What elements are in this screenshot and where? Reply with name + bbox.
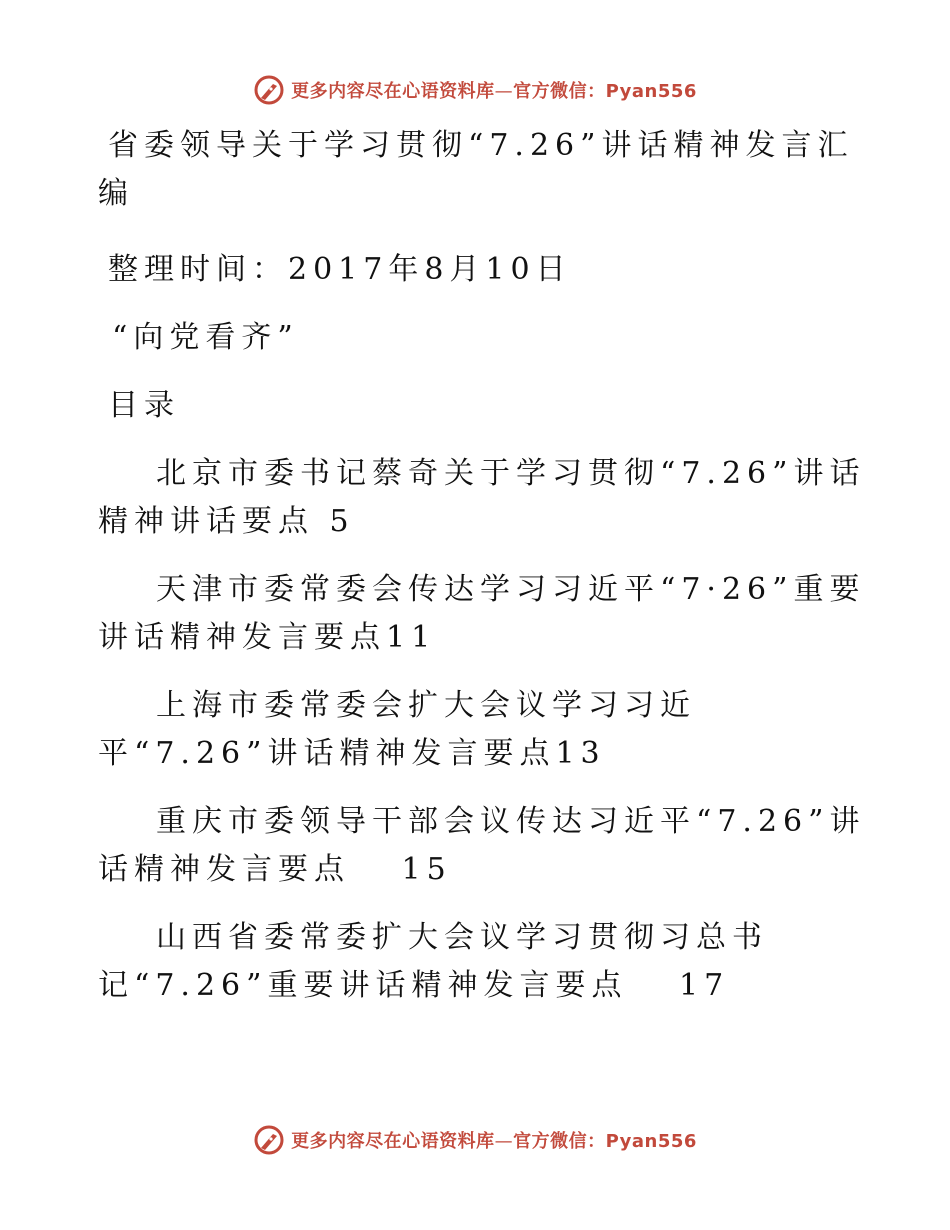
toc-entry-line: 重庆市委领导干部会议传达习近平“7.26”讲 (156, 804, 866, 839)
document-title (98, 122, 858, 218)
watermark-text: 更多内容尽在心语资料库—官方微信：Pyan556 (291, 1131, 697, 1152)
pen-logo-icon (253, 74, 285, 106)
slogan: “向党看齐” (112, 320, 299, 355)
toc-entry-line: 山西省委常委扩大会议学习贯彻习总书 (156, 920, 768, 955)
watermark-banner-bottom (0, 1120, 950, 1160)
toc-entry-line: 精神讲话要点 5 (98, 504, 355, 539)
toc-entry (98, 798, 866, 894)
toc-entry (98, 682, 858, 778)
toc-entry (98, 450, 866, 546)
toc-entry (98, 914, 858, 1010)
toc-entry-line: 记“7.26”重要讲话精神发言要点 17 (98, 968, 730, 1003)
compile-date: 整理时间：2017年8月10日 (108, 252, 572, 287)
toc-entry (98, 566, 866, 662)
watermark-text: 更多内容尽在心语资料库—官方微信：Pyan556 (291, 81, 697, 102)
toc-entry-line: 北京市委书记蔡奇关于学习贯彻“7.26”讲话 (156, 456, 866, 491)
title-line-1: 省委领导关于学习贯彻“7.26”讲话精神发言汇 (108, 128, 854, 163)
toc-entry-line: 平“7.26”讲话精神发言要点13 (98, 736, 606, 771)
watermark-banner-top (0, 70, 950, 110)
toc-entry-line: 话精神发言要点 15 (98, 852, 452, 887)
toc-entry-line: 讲话精神发言要点11 (98, 620, 437, 655)
toc-entry-line: 天津市委常委会传达学习习近平“7·26”重要 (156, 572, 866, 607)
pen-logo-icon (253, 1124, 285, 1156)
toc-entry-line: 上海市委常委会扩大会议学习习近 (156, 688, 696, 723)
document-body (98, 122, 866, 1030)
title-line-2: 编 (98, 176, 134, 211)
toc-heading: 目录 (108, 388, 180, 423)
